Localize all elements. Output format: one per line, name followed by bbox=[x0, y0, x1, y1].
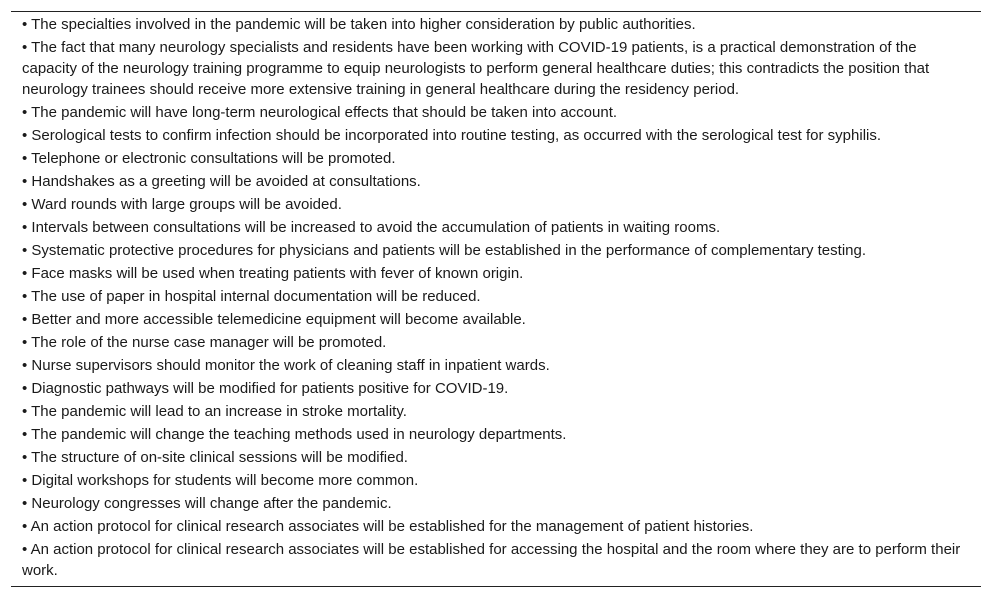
statement-item: • Face masks will be used when treating patients with fever of known origin. bbox=[22, 265, 524, 282]
statement-item: • The pandemic will change the teaching methods used in neurology departments. bbox=[22, 426, 567, 443]
statement-item: • An action protocol for clinical research associates will be established for the management of patient histories. bbox=[22, 518, 754, 535]
statement-item: • Serological tests to confirm infection should be incorporated into routine testing, as occurred with the serological test for syphilis. bbox=[22, 127, 882, 144]
statement-item: • Digital workshops for students will become more common. bbox=[22, 472, 419, 489]
statement-item: • Telephone or electronic consultations will be promoted. bbox=[22, 150, 396, 167]
statement-item: • Nurse supervisors should monitor the work of cleaning staff in inpatient wards. bbox=[22, 357, 550, 374]
statement-item: • The fact that many neurology specialists and residents have been working with COVID-19 patients, is a practical demonstration of the capacity of the neurology training programme to equip neurologists to perform general healthcare duties; this contradicts the position that neurology trainees should receive more extensive training in general healthcare during the residency period. bbox=[22, 39, 930, 98]
statement-item: • The role of the nurse case manager will be promoted. bbox=[22, 334, 387, 351]
statement-item: • Neurology congresses will change after the pandemic. bbox=[22, 495, 392, 512]
statement-item: • The use of paper in hospital internal documentation will be reduced. bbox=[22, 288, 481, 305]
statement-item: • The pandemic will have long-term neurological effects that should be taken into account. bbox=[22, 104, 618, 121]
statement-item: • The structure of on-site clinical sessions will be modified. bbox=[22, 449, 408, 466]
statement-item: • Better and more accessible telemedicine equipment will become available. bbox=[22, 311, 526, 328]
statement-item: • The pandemic will lead to an increase in stroke mortality. bbox=[22, 403, 407, 420]
statement-item: • Handshakes as a greeting will be avoided at consultations. bbox=[22, 173, 421, 190]
statement-item: • Diagnostic pathways will be modified for patients positive for COVID-19. bbox=[22, 380, 509, 397]
statements-table bbox=[11, 11, 981, 587]
statement-item: • The specialties involved in the pandemic will be taken into higher consideration by public authorities. bbox=[22, 16, 696, 33]
statement-item: • An action protocol for clinical research associates will be established for accessing the hospital and the room where they are to perform their work. bbox=[22, 541, 961, 579]
statement-item: • Systematic protective procedures for physicians and patients will be established in the performance of complementary testing. bbox=[22, 242, 867, 259]
statement-item: • Intervals between consultations will be increased to avoid the accumulation of patients in waiting rooms. bbox=[22, 219, 721, 236]
statement-item: • Ward rounds with large groups will be avoided. bbox=[22, 196, 342, 213]
